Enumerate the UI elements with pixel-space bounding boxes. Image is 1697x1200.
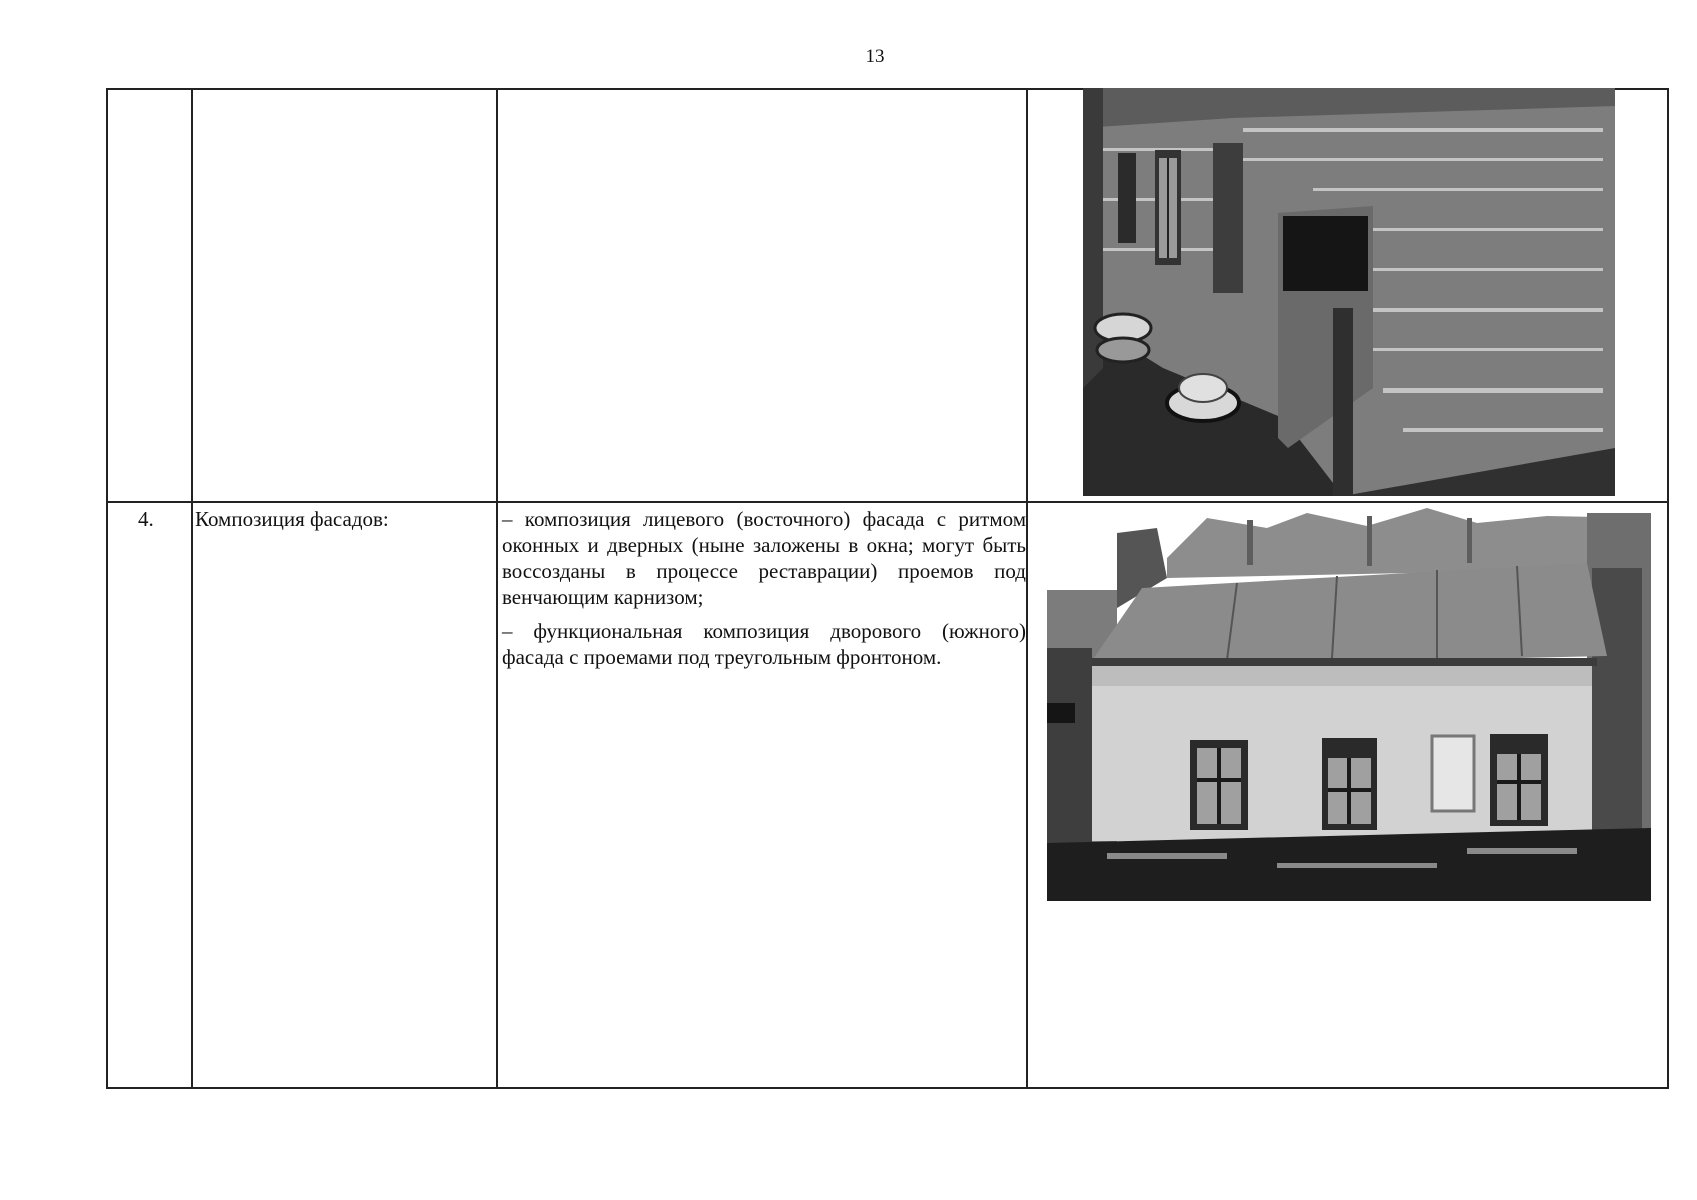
table-border: [496, 88, 498, 1089]
description-paragraph: – композиция лицевого (восточного) фасада с ритмом оконных и дверных (ныне заложены в окна; могут быть воссозданы в процессе реставрации) проемов под венчающим карнизом;: [502, 507, 1026, 609]
row-number: 4.: [138, 507, 154, 531]
table-border: [1667, 88, 1669, 1089]
description-paragraph: – функциональная композиция дворового (южного) фасада с проемами под треугольным фронтоном.: [502, 619, 1026, 669]
building-facade-photo: [1047, 508, 1651, 901]
table-border: [1026, 88, 1028, 1089]
feature-name: Композиция фасадов:: [195, 507, 389, 531]
table-border: [106, 501, 1669, 503]
page-number: 13: [865, 46, 885, 67]
feature-description: [502, 506, 1026, 678]
building-wall-photo: [1083, 88, 1615, 496]
table-border: [106, 1087, 1669, 1089]
table-border: [191, 88, 193, 1089]
table-border: [106, 88, 108, 1089]
